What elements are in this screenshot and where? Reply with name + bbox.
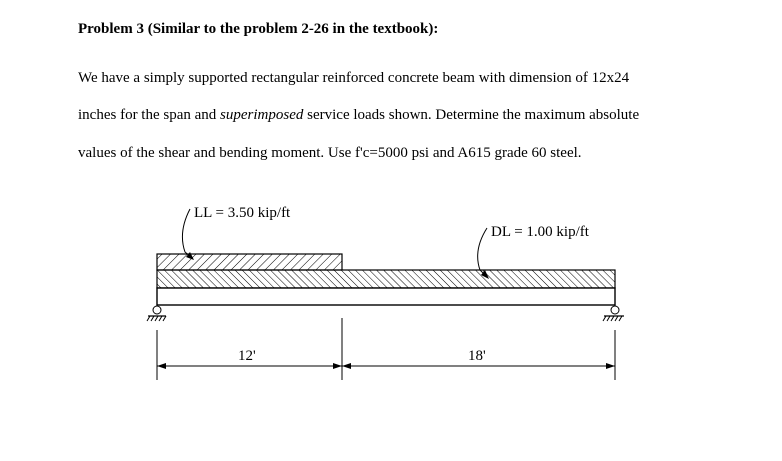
span-left-label: 12' bbox=[238, 348, 256, 364]
live-load-label: LL = 3.50 kip/ft bbox=[194, 205, 291, 221]
live-load-block bbox=[157, 254, 342, 270]
line-2-end: service loads shown. Determine the maximum absolute bbox=[303, 107, 640, 123]
beam bbox=[157, 288, 615, 305]
dead-load-label: DL = 1.00 kip/ft bbox=[491, 224, 589, 240]
live-load-leader bbox=[182, 209, 192, 258]
left-support-icon bbox=[147, 306, 166, 321]
right-support-icon bbox=[603, 306, 624, 321]
dead-load-leader bbox=[478, 228, 487, 276]
span-right-label: 18' bbox=[468, 348, 486, 364]
dead-load-block bbox=[157, 270, 615, 288]
line-2-start: inches for the span and bbox=[78, 107, 221, 123]
problem-text-line-1: We have a simply supported rectangular reinforced concrete beam with dimension of 12x24 bbox=[78, 70, 630, 86]
problem-title: Problem 3 (Similar to the problem 2-26 in the textbook): bbox=[78, 21, 439, 37]
line-2-emphasis: superimposed bbox=[220, 107, 304, 123]
span-dimension-lines bbox=[157, 318, 615, 380]
problem-text-line-3: values of the shear and bending moment. Use f'c=5000 psi and A615 grade 60 steel. bbox=[78, 145, 582, 161]
